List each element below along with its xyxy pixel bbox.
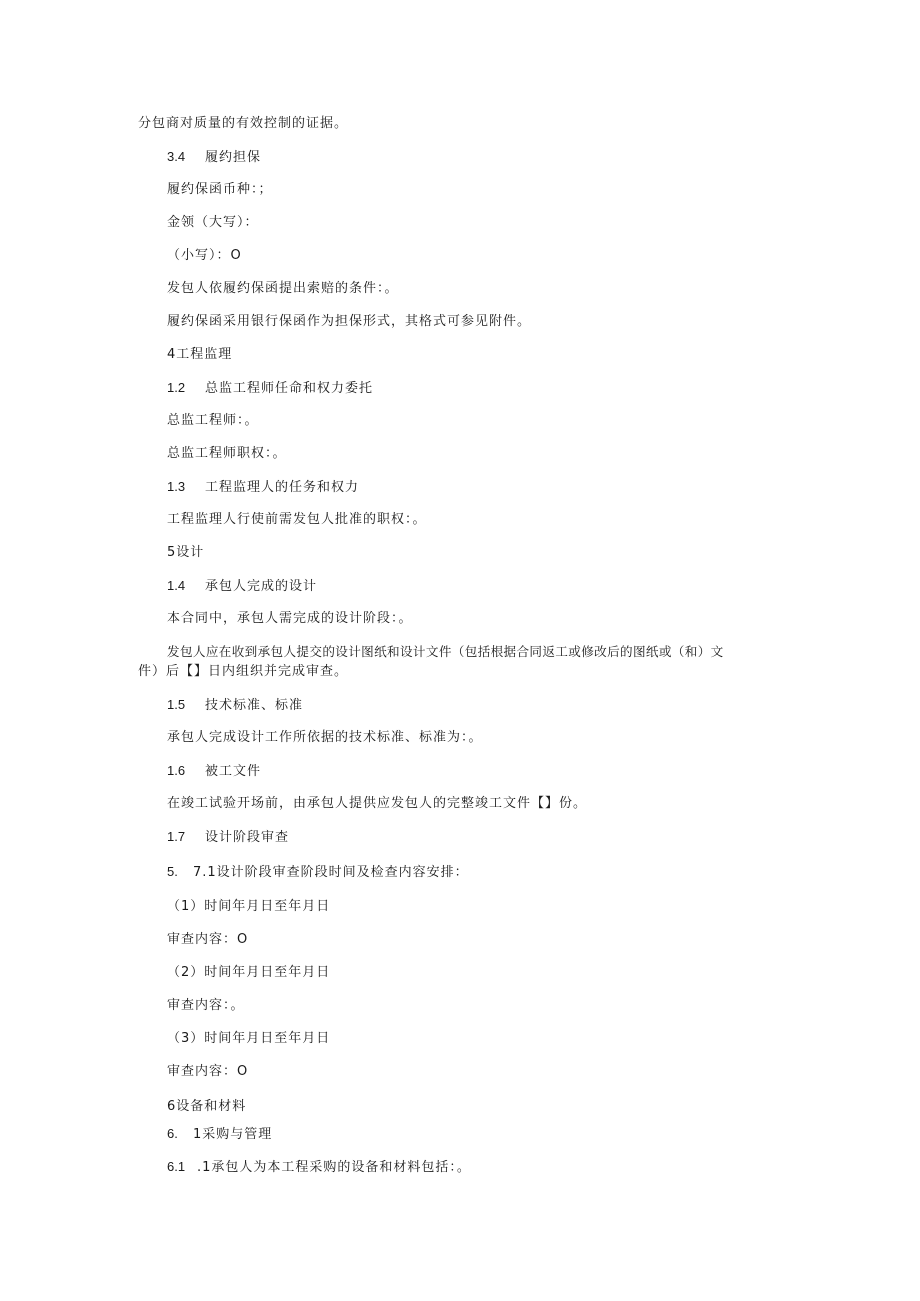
paragraph: 审查内容：O xyxy=(167,932,249,947)
section-heading-1-2 xyxy=(167,379,373,398)
paragraph: 工程监理人行使前需发包人批准的职权：。 xyxy=(167,512,427,527)
paragraph: 承包人完成设计工作所依据的技术标准、标准为：。 xyxy=(167,730,483,745)
section-heading-1-4 xyxy=(167,577,317,596)
paragraph: 总监工程师：。 xyxy=(167,413,259,428)
section-number: 1.6 xyxy=(167,763,186,778)
section-heading-3-4 xyxy=(167,148,261,167)
section-heading-1-3 xyxy=(167,478,359,497)
section-number: 1.3 xyxy=(167,479,186,494)
section-title: 被工文件 xyxy=(205,764,262,779)
paragraph: 审查内容：。 xyxy=(167,998,245,1013)
section-number: 6. xyxy=(167,1126,178,1141)
section-title: 履约担保 xyxy=(205,150,262,165)
paragraph: 履约保函币种：； xyxy=(167,182,273,197)
paragraph: 总监工程师职权：。 xyxy=(167,446,287,461)
section-number: 1.7 xyxy=(167,829,186,844)
list-item: （1）时间年月日至年月日 xyxy=(167,899,331,914)
section-title: 7.1设计阶段审查阶段时间及检查内容安排： xyxy=(193,865,469,880)
paragraph: 分包商对质量的有效控制的证据。 xyxy=(138,116,349,131)
paragraph: 发包人应在收到承包人提交的设计图纸和设计文件（包括根据合同返工或修改后的图纸或（和）文 xyxy=(167,644,724,659)
paragraph-continuation: 件）后【】日内组织并完成审查。 xyxy=(138,664,349,679)
list-item: （2）时间年月日至年月日 xyxy=(167,965,331,980)
section-heading-1-7 xyxy=(167,828,289,847)
section-number: 5. xyxy=(167,864,178,879)
paragraph: 金领（大写）： xyxy=(167,215,259,230)
chapter-heading-4: 4工程监理 xyxy=(167,347,233,362)
section-title: .1承包人为本工程采购的设备和材料包括：。 xyxy=(197,1160,471,1175)
section-title: 技术标准、标准 xyxy=(205,698,304,713)
paragraph: （小写）：O xyxy=(167,248,242,263)
section-number: 1.5 xyxy=(167,697,186,712)
paragraph: 发包人依履约保函提出索赔的条件：。 xyxy=(167,281,399,296)
section-number: 3.4 xyxy=(167,149,186,164)
section-heading-1-5 xyxy=(167,696,303,715)
section-number: 1.2 xyxy=(167,380,186,395)
subsection-heading-5-7-1 xyxy=(167,863,469,882)
section-title: 工程监理人的任务和权力 xyxy=(205,480,360,495)
chapter-heading-6: 6设备和材料 xyxy=(167,1099,247,1114)
subsection-heading-6-1-1 xyxy=(167,1158,471,1177)
section-title: 承包人完成的设计 xyxy=(205,579,318,594)
chapter-heading-5: 5设计 xyxy=(167,545,205,560)
section-title: 1采购与管理 xyxy=(193,1127,273,1142)
section-title: 总监工程师任命和权力委托 xyxy=(205,381,374,396)
section-heading-1-6 xyxy=(167,762,261,781)
paragraph: 履约保函采用银行保函作为担保形式，其格式可参见附件。 xyxy=(167,314,532,329)
list-item: （3）时间年月日至年月日 xyxy=(167,1031,331,1046)
paragraph: 在竣工试验开场前，由承包人提供应发包人的完整竣工文件【】份。 xyxy=(167,796,588,811)
paragraph: 本合同中，承包人需完成的设计阶段：。 xyxy=(167,611,413,626)
section-title: 设计阶段审查 xyxy=(205,830,290,845)
section-heading-6-1 xyxy=(167,1125,272,1144)
section-number: 6.1 xyxy=(167,1159,186,1174)
section-number: 1.4 xyxy=(167,578,186,593)
paragraph: 审查内容：O xyxy=(167,1064,249,1079)
